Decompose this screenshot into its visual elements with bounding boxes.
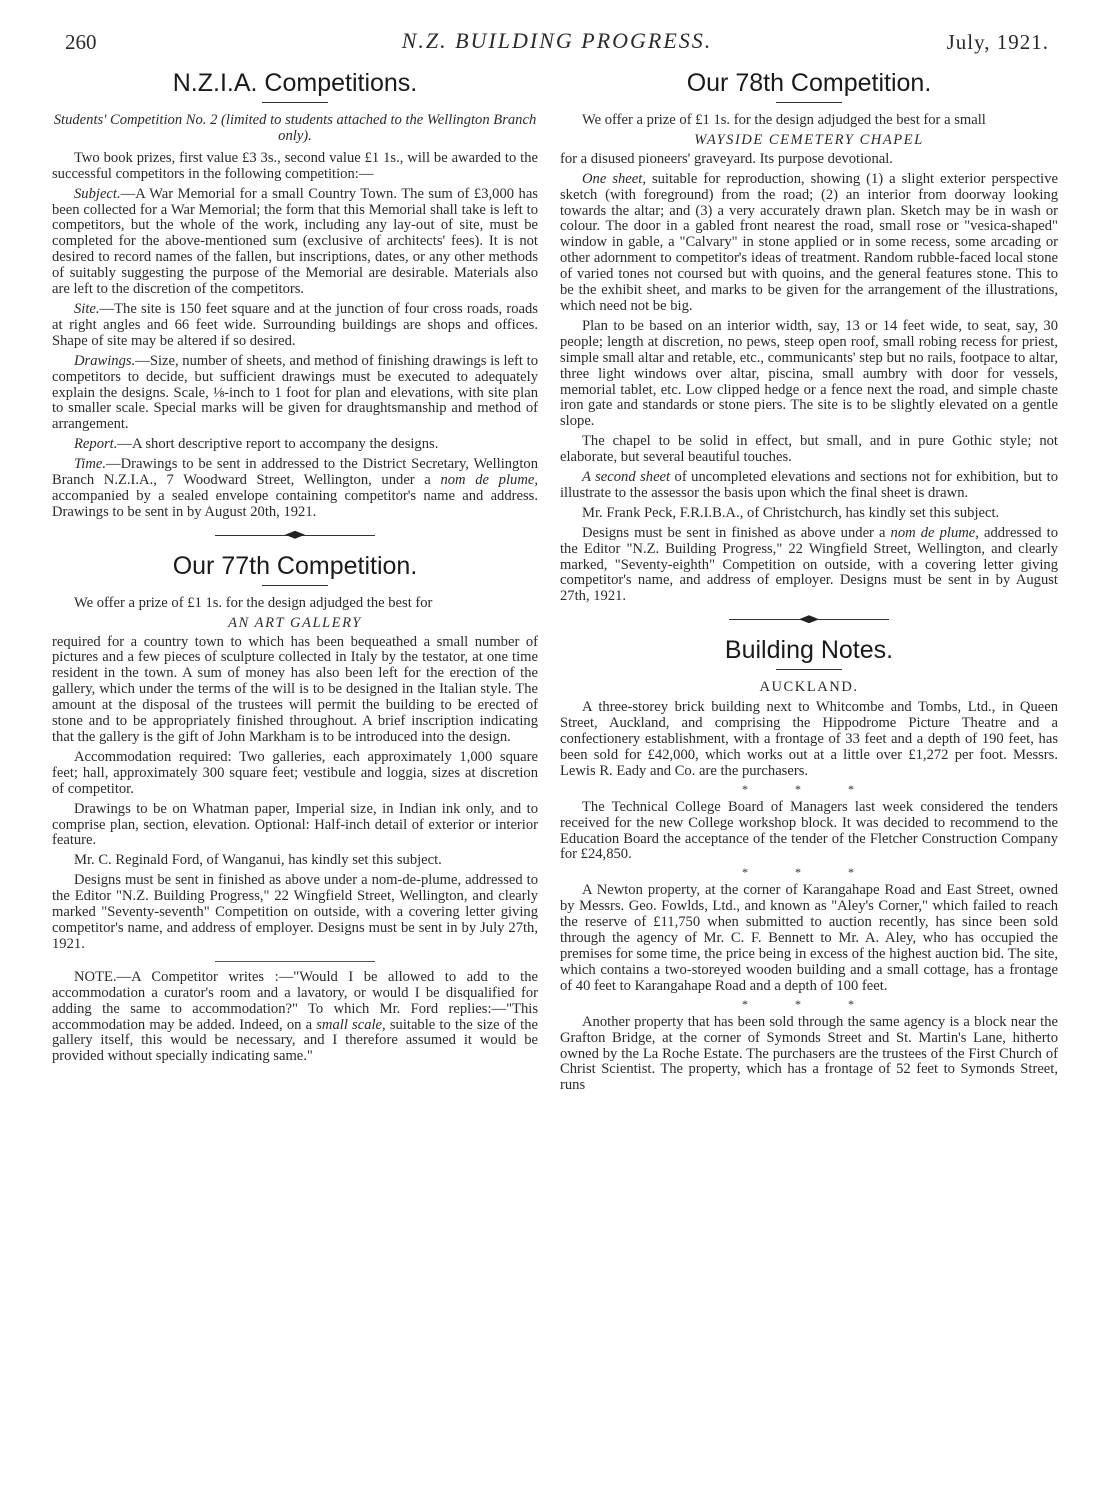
c78-paragraph-1: for a disused pioneers' graveyard. Its purpose devotional. xyxy=(560,150,893,167)
c78-paragraph-2 xyxy=(560,172,1058,315)
heading-rule xyxy=(262,585,328,586)
p7-italic: nom de plume, xyxy=(890,524,979,541)
right-column xyxy=(560,68,1058,1098)
c77-paragraph-3: Drawings to be on Whatman paper, Imperial size, in Indian ink only, and to comprise plan, section, elevation. Optional: Half-inch detail of exterior or interior feature. xyxy=(52,800,538,849)
note-separator: * * * xyxy=(742,865,876,880)
c78-paragraph-6: Mr. Frank Peck, F.R.I.B.A., of Christchurch, has kindly set this subject. xyxy=(582,504,1000,521)
nzia-drawings-paragraph xyxy=(52,354,538,434)
p7-text-1: Designs must be sent in finished as above under a xyxy=(582,524,891,541)
note-divider xyxy=(215,961,375,962)
c78-paragraph-5-text: of uncompleted elevations and sections not for exhibition, but to illustrate to the assessor the basis upon which the final sheet is drawn. xyxy=(560,469,1058,501)
c77-paragraph-4: Mr. C. Reginald Ford, of Wanganui, has kindly set this subject. xyxy=(74,852,442,869)
time-text-2: accompanied by a sealed envelope containing competitor's name and address. Drawings to be sent in by August 20th, 1921. xyxy=(52,487,538,520)
c77-paragraph-5: Designs must be sent in finished as above under a nom-de-plume, addressed to the Editor "N.Z. Building Progress," 22 Wingfield Street, Wellington, and clearly marked "Seventy-seventh" Competition on outside, with a covering letter giving competitor's name, and address of employer. Designs must be sent in by July 27th, 1921. xyxy=(52,872,538,952)
issue-date: July, 1921. xyxy=(946,30,1049,54)
drawings-label: Drawings. xyxy=(74,352,136,369)
section-ornament xyxy=(729,613,889,625)
c78-intro: We offer a prize of £1 1s. for the design adjudged the best for a small xyxy=(582,112,986,128)
note-text-2: suitable to the size of the gallery itself, this would be necessary, and I therefore assumed it would be provided without specially indicating same." xyxy=(52,1016,538,1065)
page-number: 260 xyxy=(65,30,97,54)
nzia-time-paragraph xyxy=(52,457,538,521)
subject-text: —A War Memorial for a small Country Town. The sum of £3,000 has been collected for a War Memorial; the form that this Memorial shall take is left to competitors, but the whole of the work, including any lay-out of site, must be completed for the above-mentioned sum (exclusive of architects' fees). It is not desired to record names of the fallen, but inscriptions, dates, or any other methods of suitably suggesting the purpose of the Memorial are desirable. Materials also are left to the discretion of the competitors. xyxy=(52,185,538,298)
nzia-subheading: Students' Competition No. 2 (limited to students attached to the Wellington Branch only). xyxy=(53,112,537,144)
competition-78-article xyxy=(560,68,1058,605)
c78-paragraph-7 xyxy=(560,526,1058,606)
note-item-2: The Technical College Board of Managers last week considered the tenders received for the new College workshop block. It was decided to recommend to the Education Board the acceptance of the tender of the Fletcher Construction Company for £24,850. xyxy=(560,798,1058,863)
report-label: Report. xyxy=(74,436,118,453)
nzia-intro: Two book prizes, first value £3 3s., second value £1 1s., will be awarded to the successful competitors in the following competition:— xyxy=(52,149,538,182)
c77-subject: AN ART GALLERY xyxy=(228,614,362,631)
site-text: —The site is 150 feet square and at the junction of four cross roads, roads at right angles and 66 feet wide. Surrounding buildings are shops and offices. Shape of site may be altered if so desired. xyxy=(52,300,538,349)
nzia-subject-paragraph xyxy=(52,187,538,298)
subject-label: Subject. xyxy=(74,185,121,202)
p7-text-2: addressed to the Editor "N.Z. Building Progress," 22 Wingfield Street, Wellington, and clearly marked, "Seventy-eighth" Competition on outside, with a covering letter giving competitor's name, and address of employer. Designs must be sent in by August 27th, 1921. xyxy=(560,524,1058,605)
site-label: Site. xyxy=(74,300,100,317)
second-sheet-italic: A second sheet xyxy=(582,469,671,486)
heading-rule xyxy=(776,102,842,103)
c77-paragraph-2: Accommodation required: Two galleries, each approximately 1,000 square feet; hall, approximately 300 square feet; vestibule and loggia, sizes at discretion of competitor. xyxy=(52,748,538,797)
c78-heading: Our 78th Competition. xyxy=(686,69,932,97)
c77-heading: Our 77th Competition. xyxy=(172,551,418,580)
note-separator: * * * xyxy=(742,781,876,796)
time-italic: nom de plume, xyxy=(440,472,538,489)
notes-city: AUCKLAND. xyxy=(759,679,859,696)
report-text: —A short descriptive report to accompany the designs. xyxy=(117,436,439,453)
c78-subject: WAYSIDE CEMETERY CHAPEL xyxy=(694,131,924,148)
nzia-competitions-article xyxy=(52,68,538,521)
c78-paragraph-2-text: suitable for reproduction, showing (1) a slight exterior perspective sketch (with foreground) from the road; (2) an interior from doorway looking towards the altar; and (3) a very accurately drawn plan. Sketch may be in wash or colour. The door in a gabled front nearest the road, small rose or "vesica-shaped" window in gable, a "Calvary" in stone applied or in some recess, some arcading or other adornment to competitor's ideas of treatment. Random rubble-faced local stone of varied tones not coursed but with quoins, and the general features stone. This to be the exhibit sheet, and marks to be given for the arrangement of the illustrations, which need not be big. xyxy=(560,170,1058,314)
building-notes-article xyxy=(560,635,1058,1094)
drawings-text: —Size, number of sheets, and method of finishing drawings is left to competitors to decide, but sufficient drawings must be executed to adequately explain the designs. Scale, ⅛-inch to 1 foot for plan and elevations, with site plan to smaller scale. Special marks will be given for draughtsmanship and method of arrangement. xyxy=(52,352,538,433)
running-title: N.Z. BUILDING PROGRESS. xyxy=(401,28,713,53)
c78-paragraph-4: The chapel to be solid in effect, but small, and in pure Gothic style; not elaborate, but several beautiful touches. xyxy=(560,433,1058,466)
time-label: Time. xyxy=(74,456,107,473)
nzia-heading: N.Z.I.A. Competitions. xyxy=(172,69,418,97)
note-text-1: NOTE.—A Competitor writes :—"Would I be allowed to add to the accommodation a curator's room and a lavatory, or would I be disqualified for adding the same to accommodation?" To which Mr. Ford replies:—"This accommodation may be added. Indeed, on a xyxy=(52,968,538,1033)
heading-rule xyxy=(776,669,842,670)
notes-heading: Building Notes. xyxy=(724,636,894,665)
c77-note xyxy=(52,970,538,1065)
competition-77-article xyxy=(52,551,538,1065)
nzia-report-paragraph xyxy=(52,437,538,453)
c77-paragraph-1: required for a country town to which has been bequeathed a small number of pictures and a few pieces of sculpture collected in Italy by the testator, at one time resident in the town. A sum of money has also been left for the erection of the gallery, which under the terms of the will is to be designed in the Italian style. The amount at the disposal of the trustees will permit the building to be erected of stone and to be appropriately finished throughout. A brief inscription indicating that the gallery is the gift of John Markham is to be introduced into the design. xyxy=(52,633,538,745)
section-ornament xyxy=(215,529,375,541)
note-item-4: Another property that has been sold through the same agency is a block near the Grafton Bridge, at the corner of Symonds Street and St. Martin's Lane, hitherto owned by the La Roche Estate. The purchasers are the trustees of the First Church of Christ Scientist. The property, which has a frontage of 52 feet to Symonds Street, runs xyxy=(560,1013,1058,1094)
nzia-site-paragraph xyxy=(52,302,538,350)
time-text-1: —Drawings to be sent in addressed to the District Secretary, Wellington Branch N.Z.I.A., 7 Woodward Street, Wellington, under a xyxy=(52,456,538,489)
page-header xyxy=(65,26,1049,60)
c78-paragraph-3: Plan to be based on an interior width, say, 13 or 14 feet wide, to seat, say, 30 people; length at discretion, no pews, steep open roof, small robing recess for priest, simple small altar and retable, etc., communicants' step but no rails, footpace to altar, three light windows over altar, piscina, small aumbry with door for vessels, memorial tablet, etc. Low clipped hedge or a fence next the road, and simple chaste iron gate and standards or stone piers. The site is to be slightly elevated on a gentle slope. xyxy=(560,317,1058,430)
note-italic: small scale, xyxy=(316,1016,386,1033)
c78-paragraph-5 xyxy=(560,470,1058,502)
note-item-3: A Newton property, at the corner of Karangahape Road and East Street, owned by Messrs. Geo. Fowlds, Ltd., and known as "Aley's Corner," which failed to reach the reserve of £11,750 when submitted to auction recently, has since been sold through the agency of Mr. C. F. Bennett to Mr. A. Aley, who has occupied the premises for some time, the price being in excess of the highest auction bid. The site, which contains a two-storeyed wooden building and a small cottage, has a frontage of 40 feet to Karangahape Road and a depth of 100 feet. xyxy=(560,882,1058,994)
left-column xyxy=(52,68,538,1069)
note-item-1: A three-storey brick building next to Whitcombe and Tombs, Ltd., in Queen Street, Auckland, and comprising the Hippodrome Picture Theatre and a confectionery establishment, with a frontage of 33 feet and a depth of 190 feet, has been sold for £42,000, which works out at a little over £1,272 per foot. Messrs. Lewis R. Eady and Co. are the purchasers. xyxy=(560,699,1058,779)
one-sheet-italic: One sheet, xyxy=(582,170,646,187)
heading-rule xyxy=(262,102,328,103)
c77-intro: We offer a prize of £1 1s. for the design adjudged the best for xyxy=(74,594,433,611)
note-separator: * * * xyxy=(742,996,876,1011)
